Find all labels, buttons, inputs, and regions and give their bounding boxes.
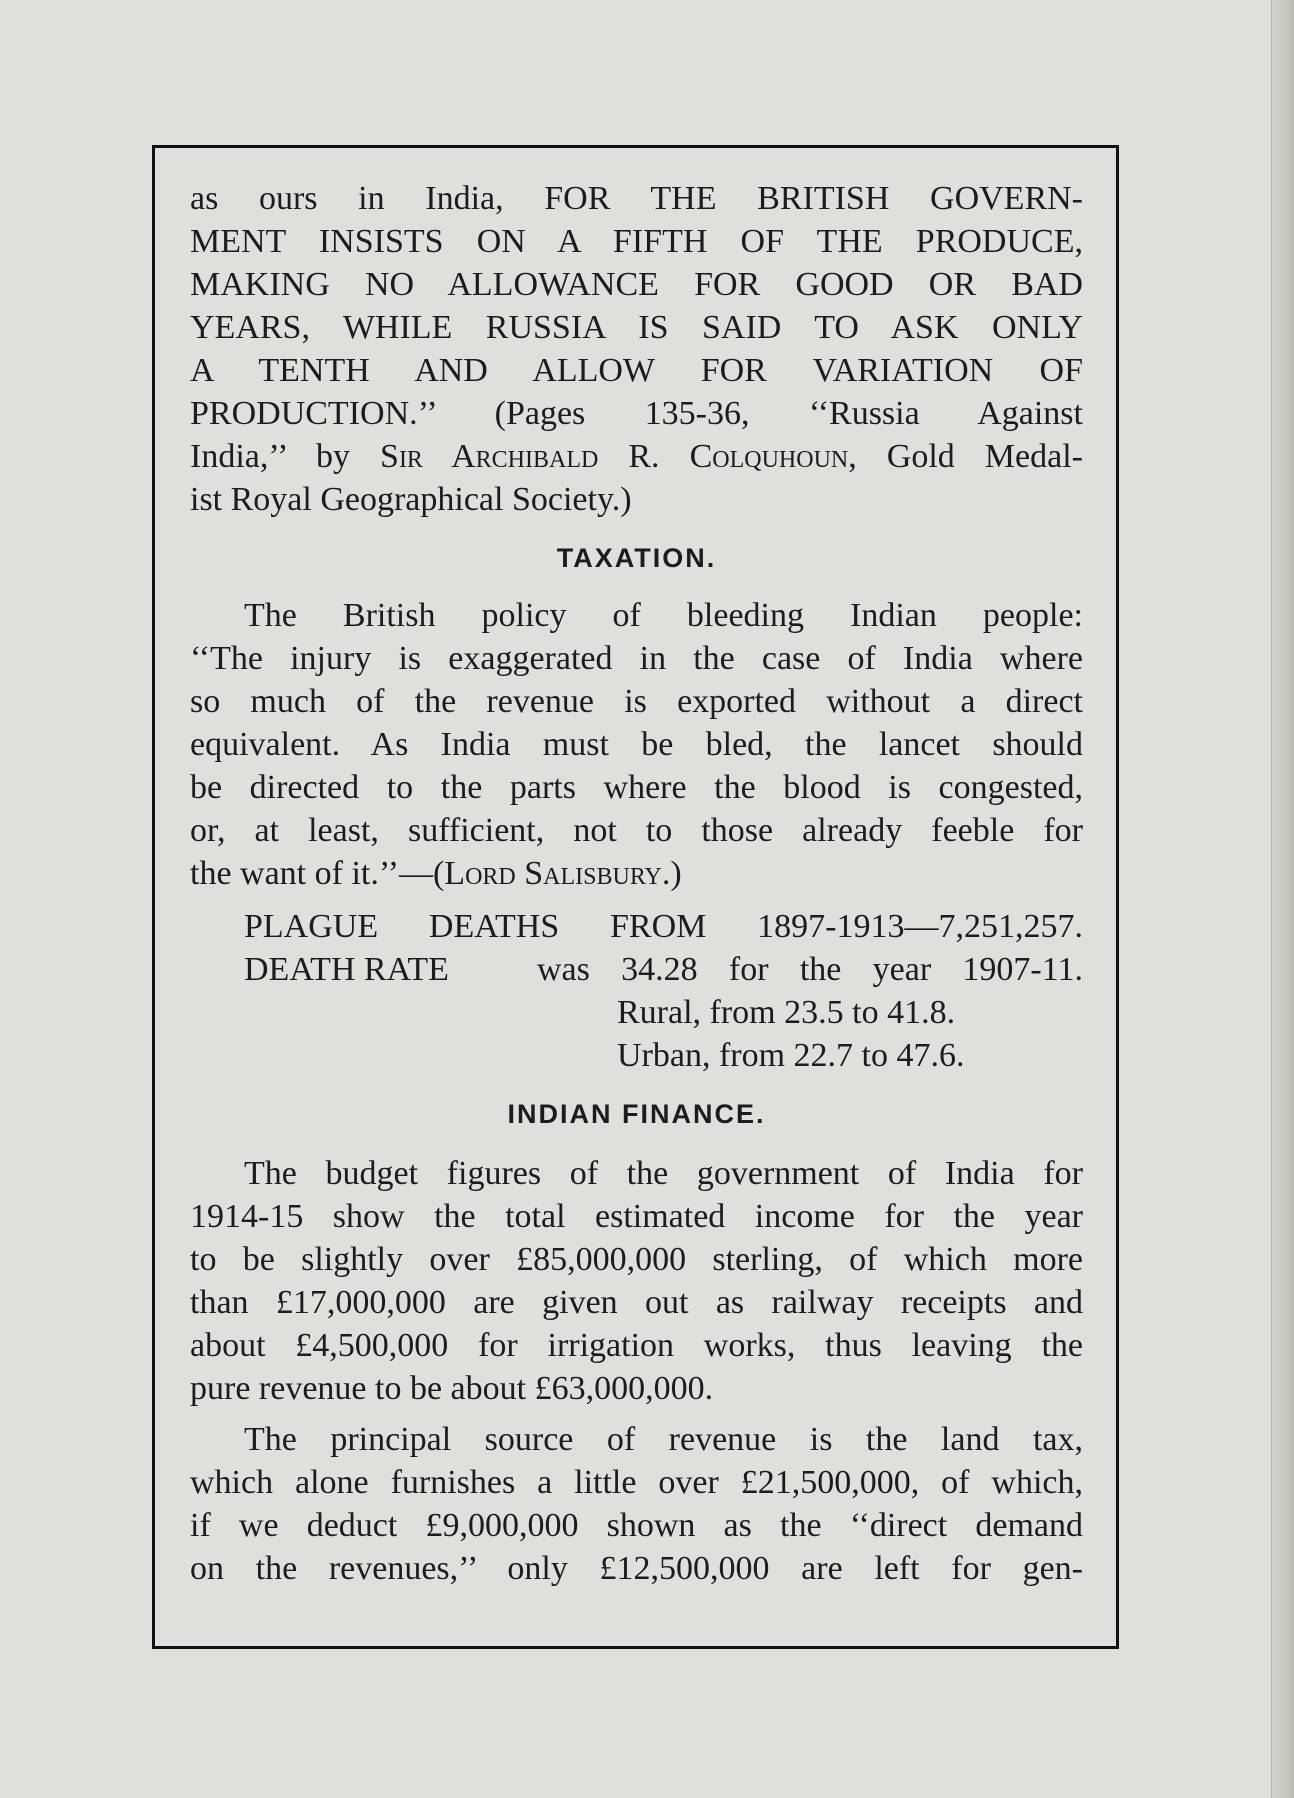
- finance-line: about £4,500,000 for irrigation works, thus leaving the: [190, 1327, 1083, 1364]
- finance-line: if we deduct £9,000,000 shown as the ‘‘direct demand: [190, 1507, 1083, 1544]
- finance-heading: INDIAN FINANCE.: [507, 1099, 766, 1129]
- intro-line: as ours in India, FOR THE BRITISH GOVERN-: [190, 180, 1083, 217]
- taxation-line: equivalent. As India must be bled, the lancet should: [190, 726, 1083, 763]
- intro-line: [190, 435, 1083, 478]
- taxation-line: or, at least, sufficient, not to those already feeble for: [190, 812, 1083, 849]
- intro-line: PRODUCTION.’’ (Pages 135-36, ‘‘Russia Against: [190, 395, 1083, 432]
- taxation-paragraph: [190, 594, 1083, 895]
- taxation-line: [190, 852, 1083, 895]
- statistics-block: [190, 905, 1083, 1077]
- finance-paragraph-2: [190, 1418, 1083, 1590]
- death-rate-label: DEATH RATE: [244, 951, 449, 988]
- intro-line: A TENTH AND ALLOW FOR VARIATION OF: [190, 352, 1083, 389]
- finance-line: 1914-15 show the total estimated income for the year: [190, 1198, 1083, 1235]
- taxation-line: be directed to the parts where the blood is congested,: [190, 769, 1083, 806]
- finance-line: on the revenues,’’ only £12,500,000 are left for gen-: [190, 1550, 1083, 1587]
- page-content: [190, 177, 1083, 1590]
- intro-line: MENT INSISTS ON A FIFTH OF THE PRODUCE,: [190, 223, 1083, 260]
- intro-line: ist Royal Geographical Society.): [190, 481, 632, 518]
- intro-line: MAKING NO ALLOWANCE FOR GOOD OR BAD: [190, 266, 1083, 303]
- author-name: Sir Archibald R. Colquhoun: [380, 438, 849, 475]
- intro-text: , Gold Medal-: [848, 438, 1083, 475]
- finance-line: than £17,000,000 are given out as railway receipts and: [190, 1284, 1083, 1321]
- finance-line: to be slightly over £85,000,000 sterling, of which more: [190, 1241, 1083, 1278]
- intro-line: YEARS, WHILE RUSSIA IS SAID TO ASK ONLY: [190, 309, 1083, 346]
- page-edge: [1271, 0, 1294, 1798]
- taxation-line: ‘‘The injury is exaggerated in the case of India where: [190, 640, 1083, 677]
- attribution: Lord Salisbury.: [444, 855, 671, 892]
- finance-paragraph-1: [190, 1152, 1083, 1410]
- finance-line: The budget figures of the government of India for: [244, 1155, 1083, 1192]
- finance-line: The principal source of revenue is the land tax,: [244, 1421, 1083, 1458]
- plague-deaths: PLAGUE DEATHS FROM 1897-1913—7,251,257.: [244, 908, 1083, 945]
- taxation-line: The British policy of bleeding Indian people:: [244, 597, 1083, 634]
- death-rate-row: [190, 948, 1083, 991]
- finance-line: pure revenue to be about £63,000,000.: [190, 1370, 714, 1407]
- finance-line: which alone furnishes a little over £21,500,000, of which,: [190, 1464, 1083, 1501]
- taxation-text: ): [670, 855, 682, 892]
- taxation-line: so much of the revenue is exported without a direct: [190, 683, 1083, 720]
- intro-text: India,’’ by: [190, 438, 381, 475]
- urban-rate: Urban, from 22.7 to 47.6.: [617, 1037, 965, 1074]
- taxation-text: the want of it.’’—(: [190, 855, 445, 892]
- taxation-heading: TAXATION.: [556, 543, 717, 573]
- death-rate-text: was 34.28 for the year 1907-11.: [537, 951, 1083, 988]
- intro-paragraph: [190, 177, 1083, 521]
- rural-rate: Rural, from 23.5 to 41.8.: [617, 994, 956, 1031]
